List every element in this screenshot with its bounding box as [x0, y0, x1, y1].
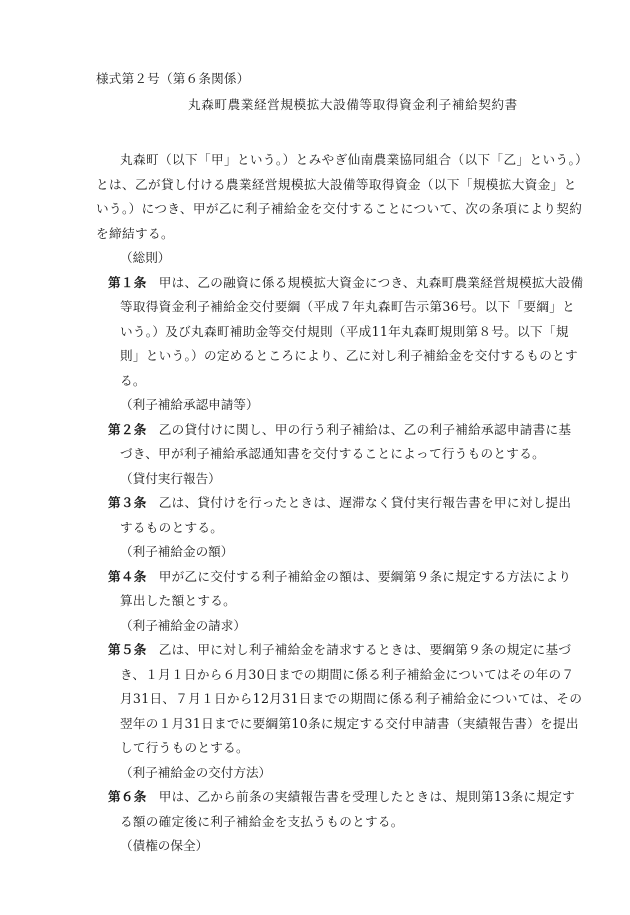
document-body	[96, 148, 584, 859]
section-heading-amount: （利子補給金の額）	[120, 544, 234, 559]
intro-paragraph: 丸森町（以下「甲」という。）とみやぎ仙南農業協同組合（以下「乙」という。）とは、乙が貸し付ける農業経営規模拡大設備等取得資金（以下「規模拡大資金」という。）につき、甲が乙に利子補給金を交付することについて、次の条項により契約を締結する。	[96, 152, 583, 241]
form-number: 様式第２号（第６条関係）	[96, 71, 250, 86]
article-number: 第２条	[108, 421, 147, 437]
article-text: 乙は、甲に対し利子補給金を請求するときは、要綱第９条の規定に基づき、１月１日から６月30日までの期間に係る利子補給金についてはその年の７月31日、７月１日から12月31日までの期間に係る利子補給金については、その翌年の１月31日までに要綱第10条に規定する交付申請書（実績報告書）を提出して行うものとする。	[120, 642, 583, 755]
article-4	[96, 565, 584, 614]
document-title: 丸森町農業経営規模拡大設備等取得資金利子補給契約書	[188, 97, 518, 112]
section-heading-security: （債権の保全）	[120, 838, 209, 853]
article-text: 甲は、乙から前条の実績報告書を受理したときは、規則第13条に規定する額の確定後に利子補給金を支払うものとする。	[120, 789, 576, 829]
article-text: 甲が乙に交付する利子補給金の額は、要綱第９条に規定する方法により算出した額とする。	[120, 568, 572, 608]
section-heading-loan-report: （貸付実行報告）	[120, 470, 221, 486]
section-heading-application: （利子補給承認申請等）	[120, 397, 259, 412]
article-5	[96, 638, 584, 761]
section-heading-payment: （利子補給金の交付方法）	[120, 764, 272, 780]
article-text: 甲は、乙の融資に係る規模拡大資金につき、丸森町農業経営規模拡大設備等取得資金利子補給金交付要綱（平成７年丸森町告示第36号。以下「要綱」という。）及び丸森町補助金等交付規則（平成11年丸森町規則第８号。以下「規則」という。）の定めるところにより、乙に対し利子補給金を交付するものとする。	[120, 274, 584, 388]
article-text: 乙は、貸付けを行ったときは、遅滞なく貸付実行報告書を甲に対し提出するものとする。	[120, 495, 572, 535]
article-text: 乙の貸付けに関し、甲の行う利子補給は、乙の利子補給承認申請書に基づき、甲が利子補給承認通知書を交付することによって行うものとする。	[120, 421, 572, 461]
article-number: 第６条	[108, 789, 147, 804]
article-number: 第５条	[108, 642, 147, 657]
article-3	[96, 491, 584, 540]
article-6	[96, 785, 584, 834]
article-number: 第４条	[108, 568, 147, 584]
section-heading-general: （総則）	[120, 250, 171, 265]
article-number: 第１条	[108, 274, 147, 290]
article-number: 第３条	[108, 495, 147, 510]
article-2	[96, 418, 584, 467]
article-1	[96, 271, 584, 394]
section-heading-claim: （利子補給金の請求）	[120, 617, 246, 633]
